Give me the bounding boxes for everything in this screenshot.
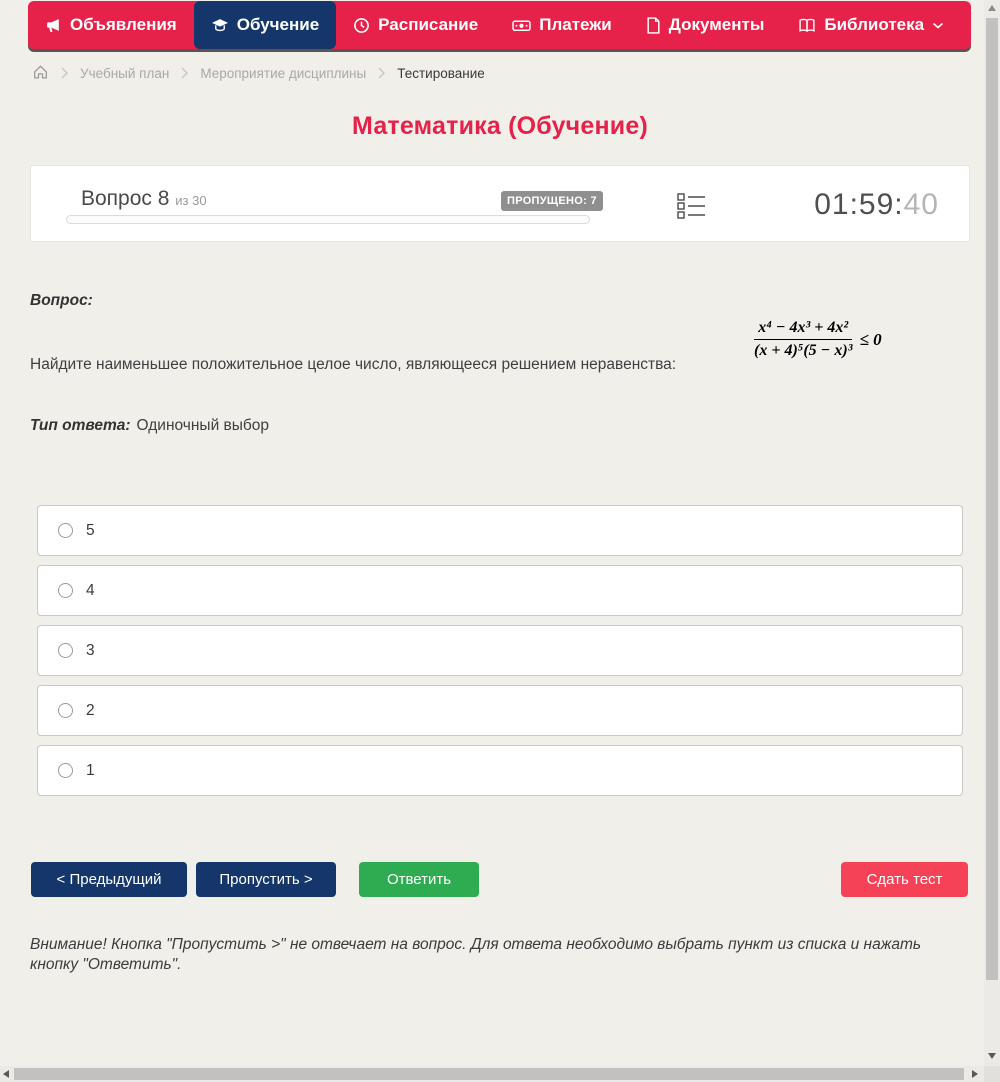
nav-item-documents[interactable] [629,1,782,49]
graduation-cap-icon [211,17,229,34]
vertical-scrollbar[interactable] [984,0,1000,1066]
fraction-numerator: x⁴ − 4x³ + 4x² [754,319,852,340]
question-of-total: из 30 [175,193,207,208]
fraction [754,319,852,361]
scroll-up-arrow-icon[interactable] [988,5,996,11]
answer-type-value: Одиночный выбор [136,417,270,434]
answer-type-row [30,417,269,435]
answer-option-row[interactable] [37,505,963,556]
inequality-formula [754,319,882,361]
scrollbar-corner [984,1066,1000,1082]
fraction-denominator: (x + 4)⁵(5 − x)³ [754,342,853,360]
option-label: 4 [86,581,95,599]
nav-item-label: Документы [668,15,765,34]
nav-item-label: Объявления [70,15,177,34]
nav-item-label: Расписание [378,15,479,34]
option-label: 5 [86,521,95,539]
scroll-down-arrow-icon[interactable] [988,1053,996,1059]
previous-question-button[interactable]: < Предыдущий [31,862,187,897]
radio-button-icon[interactable] [58,763,73,778]
answer-option-row[interactable] [37,745,963,796]
answer-options [37,505,963,805]
chevron-down-icon [932,21,944,30]
timer-hours-minutes: 01:59: [814,188,904,221]
time-remaining [814,188,939,222]
breadcrumb [32,60,485,86]
page-title: Математика (Обучение) [352,112,648,140]
horizontal-scrollbar-thumb[interactable] [14,1068,964,1080]
radio-button-icon[interactable] [58,523,73,538]
skip-warning-notice: Внимание! Кнопка "Пропустить >" не отвечает на вопрос. Для ответа необходимо выбрать пункт из списка и нажать кнопку "Ответить". [30,936,922,973]
radio-button-icon[interactable] [58,703,73,718]
timer-seconds: 40 [903,188,939,221]
breadcrumb-item-study-plan[interactable]: Учебный план [80,65,170,81]
nav-item-payments[interactable] [495,1,629,49]
option-label: 1 [86,761,95,779]
top-navigation [28,1,971,49]
breadcrumb-item-testing: Тестирование [397,65,485,81]
megaphone-icon [45,17,62,34]
scroll-right-arrow-icon[interactable] [972,1070,978,1078]
nav-item-label: Платежи [539,15,612,34]
option-label: 3 [86,641,95,659]
banknote-icon [512,17,531,34]
submit-test-button[interactable]: Сдать тест [841,862,968,897]
nav-item-library[interactable] [781,1,961,49]
vertical-scrollbar-thumb[interactable] [986,18,998,980]
question-text: Найдите наименьшее положительное целое число, являющееся решением неравенства: [30,356,677,373]
clock-icon [353,17,370,34]
nav-item-label: Библиотека [824,15,925,34]
answer-option-row[interactable] [37,685,963,736]
question-label: Вопрос: [30,292,93,309]
document-icon [646,17,661,34]
inequality-relation: ≤ 0 [859,329,882,349]
option-label: 2 [86,701,95,719]
scroll-left-arrow-icon[interactable] [3,1070,9,1078]
answer-option-row[interactable] [37,625,963,676]
question-list-icon[interactable] [676,191,706,226]
chevron-right-icon [180,67,189,79]
radio-button-icon[interactable] [58,583,73,598]
horizontal-scrollbar[interactable] [0,1066,984,1082]
radio-button-icon[interactable] [58,643,73,658]
breadcrumb-item-discipline-event[interactable]: Мероприятие дисциплины [200,65,367,81]
answer-button[interactable]: Ответить [359,862,479,897]
book-icon [798,17,816,34]
nav-item-schedule[interactable] [336,1,495,49]
chevron-right-icon [60,67,69,79]
chevron-right-icon [377,67,386,79]
nav-item-education[interactable] [194,1,336,49]
test-progress-bar [66,215,590,224]
nav-item-label: Обучение [236,15,320,34]
home-icon[interactable] [32,64,49,83]
answer-type-label: Тип ответа: [30,417,131,434]
skip-question-button[interactable]: Пропустить > [196,862,336,897]
question-header-card [30,165,970,242]
question-number [81,187,207,211]
skipped-count-badge: ПРОПУЩЕНО: 7 [501,191,603,211]
nav-item-announcements[interactable] [28,1,194,49]
answer-option-row[interactable] [37,565,963,616]
question-number-label: Вопрос 8 [81,187,170,210]
